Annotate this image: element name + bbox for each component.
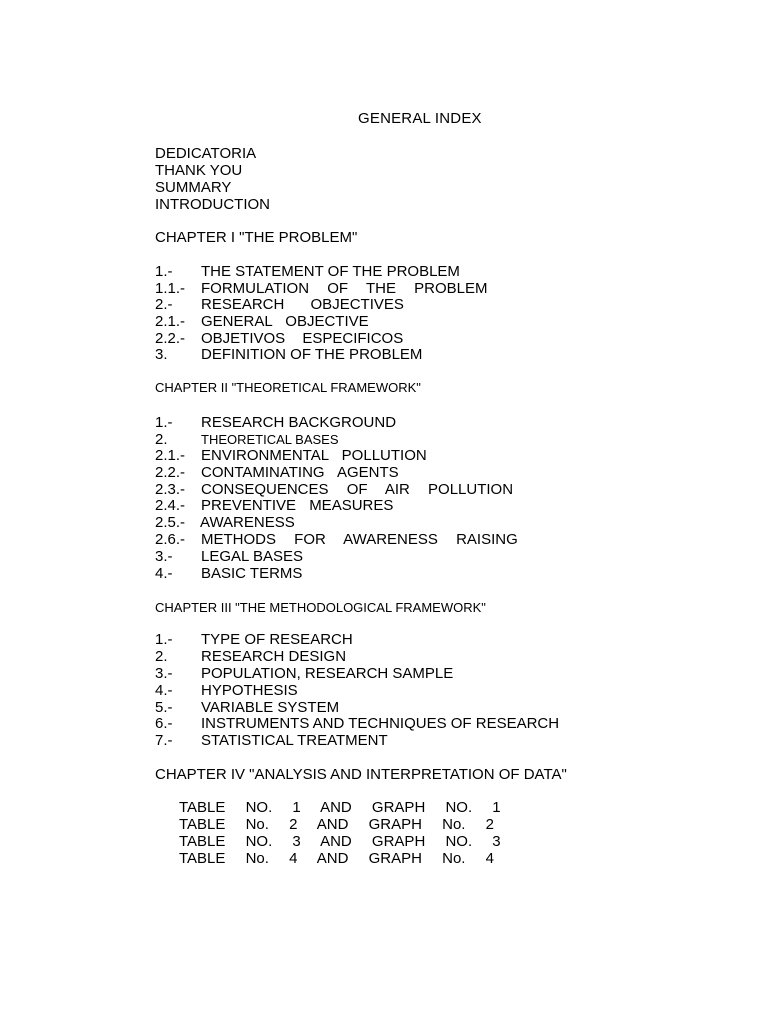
toc-entry-number: 2.3.- bbox=[155, 481, 186, 498]
toc-entry-number: 1.1.- bbox=[155, 280, 186, 297]
toc-entry bbox=[155, 346, 422, 363]
toc-entry bbox=[155, 631, 353, 648]
toc-entry bbox=[155, 514, 295, 531]
front-matter-dedicatoria: DEDICATORIA bbox=[155, 145, 257, 162]
toc-entry-number: 3.- bbox=[155, 548, 173, 565]
toc-entry-text: FORMULATION OF THE PROBLEM bbox=[201, 280, 488, 297]
toc-entry bbox=[155, 431, 339, 448]
toc-entry-text: INSTRUMENTS AND TECHNIQUES OF RESEARCH bbox=[201, 715, 560, 732]
toc-entry-number: 2. bbox=[155, 648, 168, 665]
toc-entry bbox=[155, 699, 339, 716]
front-matter-introduction: INTRODUCTION bbox=[155, 196, 270, 213]
toc-entry-number: 6.- bbox=[155, 715, 173, 732]
toc-entry bbox=[155, 732, 388, 749]
toc-entry-number: 2.- bbox=[155, 296, 173, 313]
table-entry: TABLE No. 2 AND GRAPH No. 2 bbox=[179, 816, 494, 833]
toc-entry bbox=[155, 648, 346, 665]
toc-entry bbox=[155, 414, 396, 431]
toc-entry-number: 5.- bbox=[155, 699, 173, 716]
toc-entry-text: STATISTICAL TREATMENT bbox=[201, 732, 388, 749]
toc-entry-number: 1.- bbox=[155, 263, 173, 280]
table-entry: TABLE NO. 1 AND GRAPH NO. 1 bbox=[179, 799, 501, 816]
toc-entry-text: METHODS FOR AWARENESS RAISING bbox=[201, 531, 518, 548]
toc-entry-text: THE STATEMENT OF THE PROBLEM bbox=[201, 263, 460, 280]
toc-entry bbox=[155, 682, 298, 699]
toc-entry-text: RESEARCH BACKGROUND bbox=[201, 414, 397, 431]
toc-entry-text: HYPOTHESIS bbox=[201, 682, 298, 699]
toc-entry bbox=[155, 313, 369, 330]
front-matter-summary: SUMMARY bbox=[155, 179, 232, 196]
toc-entry bbox=[155, 263, 460, 280]
toc-entry-text: ENVIRONMENTAL POLLUTION bbox=[201, 447, 427, 464]
toc-entry bbox=[155, 447, 427, 464]
toc-entry-text: RESEARCH OBJECTIVES bbox=[201, 296, 404, 313]
toc-entry bbox=[155, 330, 403, 347]
toc-entry bbox=[155, 296, 404, 313]
toc-entry-number: 4.- bbox=[155, 565, 173, 582]
toc-entry-number: 3. bbox=[155, 346, 168, 363]
toc-entry-number: 7.- bbox=[155, 732, 173, 749]
toc-entry bbox=[155, 665, 453, 682]
toc-entry-text: GENERAL OBJECTIVE bbox=[201, 313, 369, 330]
toc-entry-text: PREVENTIVE MEASURES bbox=[201, 497, 394, 514]
toc-entry-number: 2.1.- bbox=[155, 313, 186, 330]
toc-entry-text: BASIC TERMS bbox=[201, 565, 303, 582]
toc-entry-text: VARIABLE SYSTEM bbox=[201, 699, 340, 716]
toc-entry-text: THEORETICAL BASES bbox=[201, 432, 339, 447]
toc-entry bbox=[155, 280, 487, 297]
toc-entry bbox=[155, 531, 518, 548]
toc-entry-number: 2.4.- bbox=[155, 497, 186, 514]
toc-entry-text: OBJETIVOS ESPECIFICOS bbox=[201, 330, 404, 347]
toc-entry bbox=[155, 481, 513, 498]
toc-entry bbox=[155, 497, 393, 514]
toc-entry bbox=[155, 565, 302, 582]
toc-entry-text: LEGAL BASES bbox=[201, 548, 303, 565]
toc-entry-number: 4.- bbox=[155, 682, 173, 699]
chapter-4-heading: CHAPTER IV "ANALYSIS AND INTERPRETATION OF DATA" bbox=[155, 766, 567, 783]
toc-entry-number: 2.5.- bbox=[155, 514, 186, 531]
toc-entry-number: 2.2.- bbox=[155, 464, 186, 481]
toc-entry-number: 1.- bbox=[155, 631, 173, 648]
toc-entry bbox=[155, 464, 399, 481]
table-entry: TABLE No. 4 AND GRAPH No. 4 bbox=[179, 850, 494, 867]
toc-entry-text: AWARENESS bbox=[200, 514, 295, 531]
chapter-1-heading: CHAPTER I "THE PROBLEM" bbox=[155, 229, 358, 246]
table-entry: TABLE NO. 3 AND GRAPH NO. 3 bbox=[179, 833, 501, 850]
chapter-2-heading: CHAPTER II "THEORETICAL FRAMEWORK" bbox=[155, 380, 421, 395]
chapter-3-heading: CHAPTER III "THE METHODOLOGICAL FRAMEWORK" bbox=[155, 600, 486, 615]
toc-entry-text: DEFINITION OF THE PROBLEM bbox=[201, 346, 423, 363]
toc-entry-number: 1.- bbox=[155, 414, 173, 431]
front-matter-thank-you: THANK YOU bbox=[155, 162, 243, 179]
toc-entry bbox=[155, 548, 303, 565]
toc-entry-text: POPULATION, RESEARCH SAMPLE bbox=[201, 665, 454, 682]
toc-entry-text: CONSEQUENCES OF AIR POLLUTION bbox=[201, 481, 514, 498]
toc-entry-number: 2.1.- bbox=[155, 447, 186, 464]
toc-entry-number: 3.- bbox=[155, 665, 173, 682]
toc-entry-number: 2. bbox=[155, 431, 168, 448]
page-title: GENERAL INDEX bbox=[358, 110, 482, 127]
toc-entry-number: 2.6.- bbox=[155, 531, 186, 548]
toc-entry bbox=[155, 715, 559, 732]
toc-entry-text: TYPE OF RESEARCH bbox=[201, 631, 353, 648]
toc-entry-text: RESEARCH DESIGN bbox=[201, 648, 347, 665]
toc-entry-number: 2.2.- bbox=[155, 330, 186, 347]
toc-entry-text: CONTAMINATING AGENTS bbox=[201, 464, 399, 481]
